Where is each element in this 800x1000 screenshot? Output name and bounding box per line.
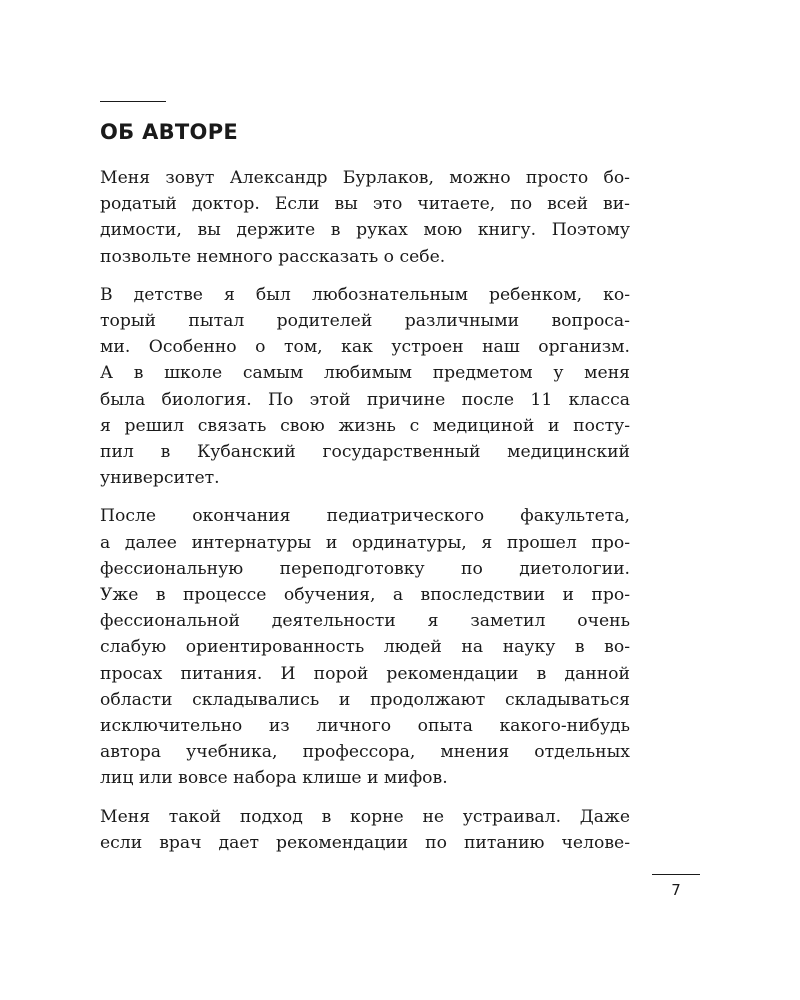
paragraph-1 <box>100 165 630 270</box>
text-line: а далее интернатуры и ординатуры, я прошел про- <box>100 532 630 553</box>
text-line: автора учебника, профессора, мнения отдельных <box>100 742 630 763</box>
paragraph-2 <box>100 282 630 492</box>
text-line: родатый доктор. Если вы это читаете, по всей ви- <box>100 194 630 215</box>
text-line: была биология. По этой причине после 11 класса <box>100 389 630 410</box>
text-line: Меня такой подход в корне не устраивал. Даже <box>100 806 630 827</box>
text-line: После окончания педиатрического факультета, <box>100 506 630 527</box>
text-line: фессиональной деятельности я заметил очень <box>100 611 630 632</box>
text-line: я решил связать свою жизнь с медициной и посту- <box>100 415 630 436</box>
text-line: исключительно из личного опыта какого-нибудь <box>100 716 630 737</box>
body-text <box>100 165 630 868</box>
text-line: слабую ориентированность людей на науку в во- <box>100 637 630 658</box>
text-line: Меня зовут Александр Бурлаков, можно просто бо- <box>100 168 630 188</box>
text-line: лиц или вовсе набора клише и мифов. <box>100 768 448 789</box>
text-line: Уже в процессе обучения, а впоследствии и про- <box>100 585 630 606</box>
paragraph-4 <box>100 804 630 856</box>
text-line: просах питания. И порой рекомендации в данной <box>100 663 630 684</box>
heading-rule <box>100 101 166 102</box>
text-line: позвольте немного рассказать о себе. <box>100 246 446 267</box>
text-line: университет. <box>100 468 220 489</box>
paragraph-3 <box>100 503 630 791</box>
text-line: фессиональную переподготовку по диетологии. <box>100 558 630 579</box>
text-line: торый пытал родителей различными вопроса- <box>100 311 630 332</box>
text-line: пил в Кубанский государственный медицинский <box>100 442 630 463</box>
text-line: А в школе самым любимым предметом у меня <box>100 363 630 384</box>
page-number-rule <box>652 874 700 875</box>
text-line: если врач дает рекомендации по питанию челове- <box>100 832 630 853</box>
text-line: области складывались и продолжают складываться <box>100 689 630 710</box>
text-line: ми. Особенно о том, как устроен наш организм. <box>100 337 630 358</box>
text-line: димости, вы держите в руках мою книгу. Поэтому <box>100 220 630 241</box>
page-number: 7 <box>671 881 681 899</box>
text-line: В детстве я был любознательным ребенком, ко- <box>100 284 630 305</box>
page-title: ОБ АВТОРЕ <box>100 120 239 144</box>
